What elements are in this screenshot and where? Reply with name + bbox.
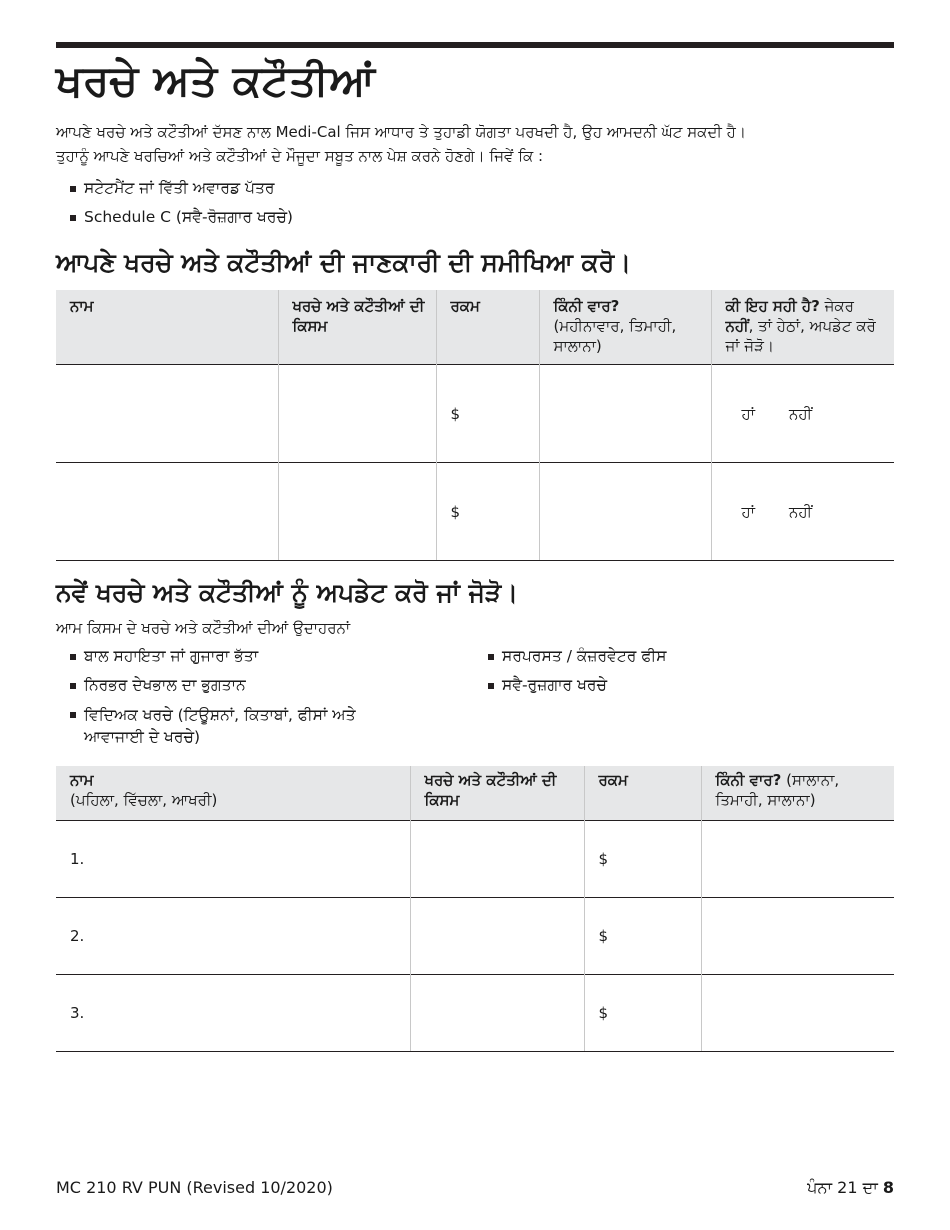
table-header-row: [56, 290, 894, 365]
list-item: ਨਿਰਭਰ ਦੇਖਭਾਲ ਦਾ ਭੁਗਤਾਨ: [70, 671, 414, 700]
table-row: [56, 975, 894, 1052]
intro-line-1: ਆਪਣੇ ਖਰਚੇ ਅਤੇ ਕਟੌਤੀਆਂ ਦੱਸਣ ਨਾਲ Medi-Cal ਜਿਸ ਆਧਾਰ ਤੇ ਤੁਹਾਡੀ ਯੋਗਤਾ ਪਰਖਦੀ ਹੈ, ਉਹ ਆਮਦਨੀ ਘੱਟ ਸਕਦੀ ਹੈ।: [56, 123, 746, 141]
form-id: MC 210 RV PUN (Revised 10/2020): [56, 1178, 333, 1197]
table-row: [56, 821, 894, 898]
yes-option[interactable]: ਹਾਂ: [741, 502, 755, 521]
yes-option[interactable]: ਹਾਂ: [741, 404, 755, 423]
examples-label: ਆਮ ਕਿਸਮ ਦੇ ਖਰਚੇ ਅਤੇ ਕਟੌਤੀਆਂ ਦੀਆਂ ਉਦਾਹਰਨਾਂ: [56, 619, 351, 637]
examples-list-left: [70, 642, 414, 751]
list-item: ਸਵੈ-ਰੁਜ਼ਗਾਰ ਖਰਚੇ: [488, 671, 666, 700]
amount-cell[interactable]: $: [584, 821, 701, 898]
frequency-cell[interactable]: [539, 365, 711, 463]
amount-cell[interactable]: $: [584, 975, 701, 1052]
top-rule: [56, 42, 894, 48]
proof-examples-list: [70, 174, 293, 232]
amount-cell[interactable]: $: [436, 463, 539, 561]
frequency-cell[interactable]: [701, 975, 894, 1052]
col-frequency: ਕਿੰਨੀ ਵਾਰ? (ਮਹੀਨਾਵਾਰ, ਤਿਮਾਹੀ, ਸਾਲਾਨਾ): [539, 290, 711, 365]
type-cell[interactable]: [410, 821, 584, 898]
page-title: ਖਰਚੇ ਅਤੇ ਕਟੌਤੀਆਂ: [56, 56, 376, 105]
yes-no-cell: [711, 463, 894, 561]
amount-cell[interactable]: $: [436, 365, 539, 463]
table-row: [56, 463, 894, 561]
col-correct: ਕੀ ਇਹ ਸਹੀ ਹੈ? ਜੇਕਰ ਨਹੀਂ, ਤਾਂ ਹੇਠਾਂ, ਅਪਡੇਟ ਕਰੋ ਜਾਂ ਜੋੜੋ।: [711, 290, 894, 365]
name-cell[interactable]: 2.: [56, 898, 410, 975]
update-heading: ਨਵੇਂ ਖਰਚੇ ਅਤੇ ਕਟੌਤੀਆਂ ਨੂੰ ਅਪਡੇਟ ਕਰੋ ਜਾਂ ਜੋੜੋ।: [56, 578, 519, 607]
amount-cell[interactable]: $: [584, 898, 701, 975]
type-cell[interactable]: [278, 365, 436, 463]
list-item: ਸਰਪਰਸਤ / ਕੰਜ਼ਰਵੇਟਰ ਫੀਸ: [488, 642, 666, 671]
type-cell[interactable]: [410, 975, 584, 1052]
col-type: ਖਰਚੇ ਅਤੇ ਕਟੌਤੀਆਂ ਦੀ ਕਿਸਮ: [410, 766, 584, 821]
list-item: ਬਾਲ ਸਹਾਇਤਾ ਜਾਂ ਗੁਜਾਰਾ ਭੱਤਾ: [70, 642, 414, 671]
review-heading: ਆਪਣੇ ਖਰਚੇ ਅਤੇ ਕਟੌਤੀਆਂ ਦੀ ਜਾਣਕਾਰੀ ਦੀ ਸਮੀਖਿਆ ਕਰੋ।: [56, 248, 632, 277]
update-table: [56, 766, 894, 1052]
frequency-cell[interactable]: [701, 898, 894, 975]
no-option[interactable]: ਨਹੀਂ: [788, 502, 813, 521]
col-name: ਨਾਮ: [56, 290, 278, 365]
list-item: Schedule C (ਸਵੈ-ਰੋਜ਼ਗਾਰ ਖਰਚੇ): [70, 203, 293, 232]
col-amount: ਰਕਮ: [436, 290, 539, 365]
examples-list-right: [488, 642, 666, 700]
table-row: [56, 365, 894, 463]
table-row: [56, 898, 894, 975]
intro-text: [56, 120, 894, 168]
list-item: ਸਟੇਟਮੈਂਟ ਜਾਂ ਵਿੱਤੀ ਅਵਾਰਡ ਪੱਤਰ: [70, 174, 293, 203]
type-cell[interactable]: [278, 463, 436, 561]
name-cell[interactable]: [56, 463, 278, 561]
frequency-cell[interactable]: [539, 463, 711, 561]
list-item: ਵਿਦਿਅਕ ਖਰਚੇ (ਟਿਊਸ਼ਨਾਂ, ਕਿਤਾਬਾਂ, ਫੀਸਾਂ ਅਤੇ ਆਵਾਜਾਈ ਦੇ ਖਰਚੇ): [70, 700, 414, 751]
col-frequency: ਕਿੰਨੀ ਵਾਰ? (ਸਾਲਾਨਾ, ਤਿਮਾਹੀ, ਸਾਲਾਨਾ): [701, 766, 894, 821]
col-amount: ਰਕਮ: [584, 766, 701, 821]
review-table: [56, 290, 894, 561]
name-cell[interactable]: 3.: [56, 975, 410, 1052]
frequency-cell[interactable]: [701, 821, 894, 898]
table-header-row: [56, 766, 894, 821]
intro-line-2: ਤੁਹਾਨੂੰ ਆਪਣੇ ਖਰਚਿਆਂ ਅਤੇ ਕਟੌਤੀਆਂ ਦੇ ਮੌਜੂਦਾ ਸਬੂਤ ਨਾਲ ਪੇਸ਼ ਕਰਨੇ ਹੋਣਗੇ। ਜਿਵੇਂ ਕਿ :: [56, 147, 544, 165]
form-page: [56, 0, 894, 1230]
col-type: ਖਰਚੇ ਅਤੇ ਕਟੌਤੀਆਂ ਦੀ ਕਿਸਮ: [278, 290, 436, 365]
type-cell[interactable]: [410, 898, 584, 975]
col-name: ਨਾਮ (ਪਹਿਲਾ, ਵਿੱਚਲਾ, ਆਖਰੀ): [56, 766, 410, 821]
yes-no-cell: [711, 365, 894, 463]
page-number: ਪੰਨਾ 21 ਦਾ 8: [807, 1178, 894, 1197]
name-cell[interactable]: 1.: [56, 821, 410, 898]
no-option[interactable]: ਨਹੀਂ: [788, 404, 813, 423]
name-cell[interactable]: [56, 365, 278, 463]
